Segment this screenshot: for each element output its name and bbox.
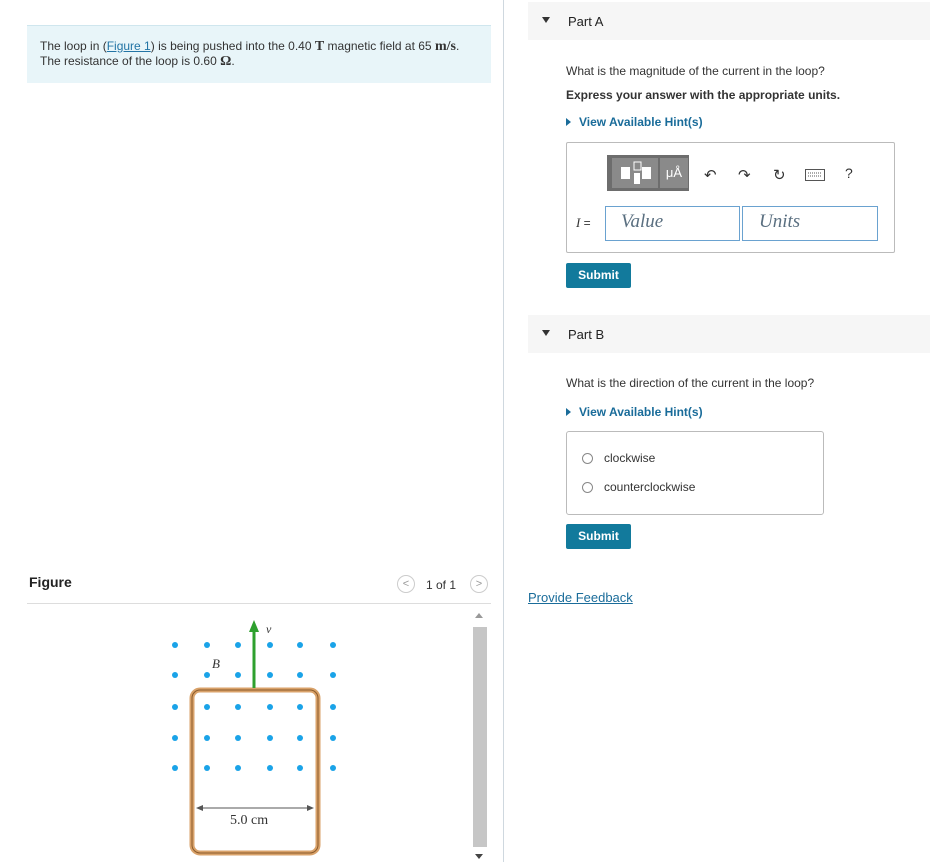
part-a-header[interactable] xyxy=(528,2,930,40)
hint-label: View Available Hint(s) xyxy=(579,115,703,129)
units-input[interactable]: Units xyxy=(742,206,878,241)
figure-scrollbar-thumb[interactable] xyxy=(473,627,487,847)
figure-divider xyxy=(27,603,491,604)
dimension-arrow-right xyxy=(307,805,314,811)
intro-text: . xyxy=(455,39,460,53)
intro-text: magnetic field at 65 xyxy=(324,39,435,53)
collapse-icon xyxy=(542,17,550,23)
expand-icon xyxy=(566,118,571,126)
width-label: 5.0 cm xyxy=(230,813,269,828)
velocity-arrowhead xyxy=(249,620,259,632)
speed-unit: m/s xyxy=(434,39,456,54)
figure-pager: 1 of 1 xyxy=(426,578,457,592)
help-icon[interactable]: ? xyxy=(845,165,853,181)
intro-text: . xyxy=(231,54,235,68)
resistance-unit: Ω xyxy=(220,54,232,69)
choice-label-clockwise[interactable]: clockwise xyxy=(604,451,656,465)
velocity-label: v xyxy=(266,622,272,636)
part-b-hint-link[interactable] xyxy=(566,405,703,419)
value-input[interactable]: Value xyxy=(605,206,740,241)
keyboard-icon[interactable] xyxy=(805,168,825,185)
part-a-submit-button[interactable]: Submit xyxy=(566,263,631,288)
variable-label: I = xyxy=(576,215,591,230)
intro-text: The resistance of the loop is 0.60 xyxy=(40,54,221,68)
conducting-loop-outline xyxy=(192,690,318,853)
scroll-down-arrow[interactable] xyxy=(475,854,483,859)
expand-icon xyxy=(566,408,571,416)
column-divider xyxy=(503,0,504,862)
redo-icon[interactable]: ↷ xyxy=(738,167,751,184)
field-unit: T xyxy=(314,39,325,54)
undo-icon[interactable]: ↶ xyxy=(704,167,717,184)
problem-intro xyxy=(27,25,491,83)
part-b-title: Part B xyxy=(568,327,605,342)
radio-clockwise[interactable] xyxy=(582,453,593,464)
intro-text: The loop in ( xyxy=(40,39,107,53)
intro-text: ) is being pushed into the 0.40 xyxy=(150,39,315,53)
part-a-hint-link[interactable] xyxy=(566,115,703,129)
choice-label-counterclockwise[interactable]: counterclockwise xyxy=(604,480,696,494)
reset-icon[interactable]: ↻ xyxy=(773,167,786,184)
hint-label: View Available Hint(s) xyxy=(579,405,703,419)
templates-button[interactable] xyxy=(612,158,658,188)
dimension-arrow-left xyxy=(196,805,203,811)
radio-counterclockwise[interactable] xyxy=(582,482,593,493)
part-a-question: What is the magnitude of the current in the loop? xyxy=(566,64,825,78)
figure-title: Figure xyxy=(29,574,72,590)
next-figure-button[interactable]: > xyxy=(470,575,488,593)
field-label: B xyxy=(212,656,220,671)
units-button[interactable]: μÅ xyxy=(660,158,688,188)
choice-box xyxy=(566,431,824,515)
part-a-instruction: Express your answer with the appropriate units. xyxy=(566,88,841,102)
provide-feedback-link[interactable]: Provide Feedback xyxy=(528,590,633,605)
part-a-title: Part A xyxy=(568,14,604,29)
loop-figure xyxy=(140,612,365,862)
part-b-submit-button[interactable]: Submit xyxy=(566,524,631,549)
template-icon xyxy=(612,158,658,188)
collapse-icon xyxy=(542,330,550,336)
previous-figure-button[interactable]: < xyxy=(397,575,415,593)
conducting-loop xyxy=(192,690,318,853)
part-b-header[interactable] xyxy=(528,315,930,353)
part-b-question: What is the direction of the current in the loop? xyxy=(566,376,815,390)
figure-link[interactable]: Figure 1 xyxy=(106,39,151,53)
scroll-up-arrow[interactable] xyxy=(475,613,483,618)
